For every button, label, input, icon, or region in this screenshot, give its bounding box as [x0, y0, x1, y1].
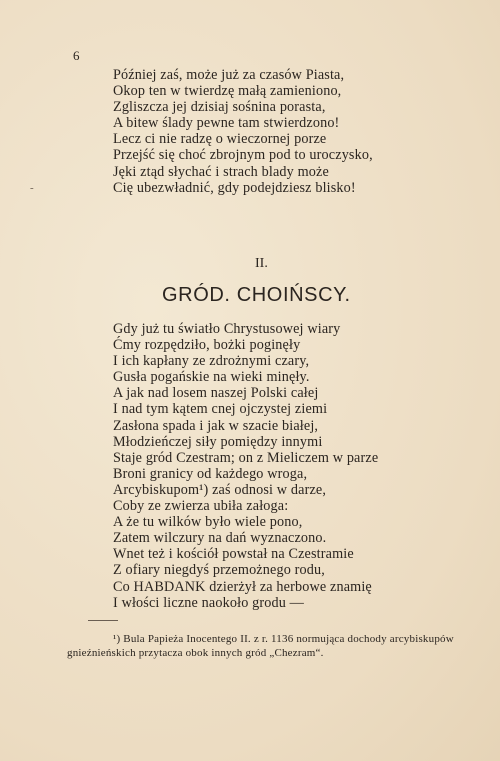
verse-line: Ćmy rozpędziło, bożki poginęły	[113, 337, 301, 354]
verse-line: Co HABDANK dzierżył za herbowe znamię	[113, 578, 372, 595]
verse-line: I ich kapłany ze zdrożnymi czary,	[113, 353, 310, 370]
verse-line: I włości liczne naokoło grodu —	[113, 594, 305, 611]
verse-line: Coby ze zwierza ubiła załoga:	[113, 498, 289, 515]
verse-line: Później zaś, może już za czasów Piasta,	[113, 67, 345, 83]
chapter-title: GRÓD. CHOIŃSCY.	[162, 284, 351, 306]
verse-line: Z ofiary niegdyś przemożnego rodu,	[113, 562, 325, 579]
verse-line: Wnet też i kościół powstał na Czestramie	[113, 546, 354, 563]
margin-mark: -	[30, 182, 34, 194]
verse-line: Gusła pogańskie na wieki minęły.	[113, 369, 310, 386]
verse-line: Zgliszcza jej dzisiaj sośnina porasta,	[113, 99, 326, 116]
verse-line: Broni granicy od każdego wroga,	[113, 465, 308, 482]
stanza-2	[113, 321, 453, 611]
verse-line: Gdy już tu światło Chrystusowej wiary	[113, 321, 341, 337]
verse-line: Zasłona spada i jak w szacie białej,	[113, 417, 319, 434]
verse-line: Cię ubezwładnić, gdy podejdziesz blisko!	[113, 179, 356, 196]
verse-line: Przejść się choć zbrojnym pod to uroczysko,	[113, 147, 373, 164]
verse-line: Młodzieńczej siły pomiędzy innymi	[113, 433, 323, 450]
verse-line: A jak nad losem naszej Polski całej	[113, 385, 319, 402]
section-number: II.	[255, 256, 268, 271]
verse-line: Staje gród Czestram; on z Mieliczem w parze	[113, 449, 379, 466]
verse-line: Okop ten w twierdzę małą zamieniono,	[113, 83, 342, 100]
verse-line: Lecz ci nie radzę o wieczornej porze	[113, 131, 327, 148]
verse-line: A bitew ślady pewne tam stwierdzono!	[113, 115, 340, 132]
verse-line: Arcybiskupom¹) zaś odnosi w darze,	[113, 481, 327, 498]
verse-line: A że tu wilków było wiele pono,	[113, 514, 303, 531]
verse-line: Jęki ztąd słychać i strach blady może	[113, 163, 329, 180]
page-number: 6	[73, 48, 80, 63]
verse-line: Zatem wilczury na dań wyznaczono.	[113, 530, 327, 547]
stanza-1	[113, 67, 453, 196]
footnote: ¹) Bula Papieża Inocentego II. z r. 1136 normująca dochody arcybiskupów gnieźnieńskich przytacza obok innych gród „Chezram“.	[67, 633, 454, 659]
verse-line: I nad tym kątem cnej ojczystej ziemi	[113, 401, 328, 418]
footnote-divider	[88, 620, 118, 621]
